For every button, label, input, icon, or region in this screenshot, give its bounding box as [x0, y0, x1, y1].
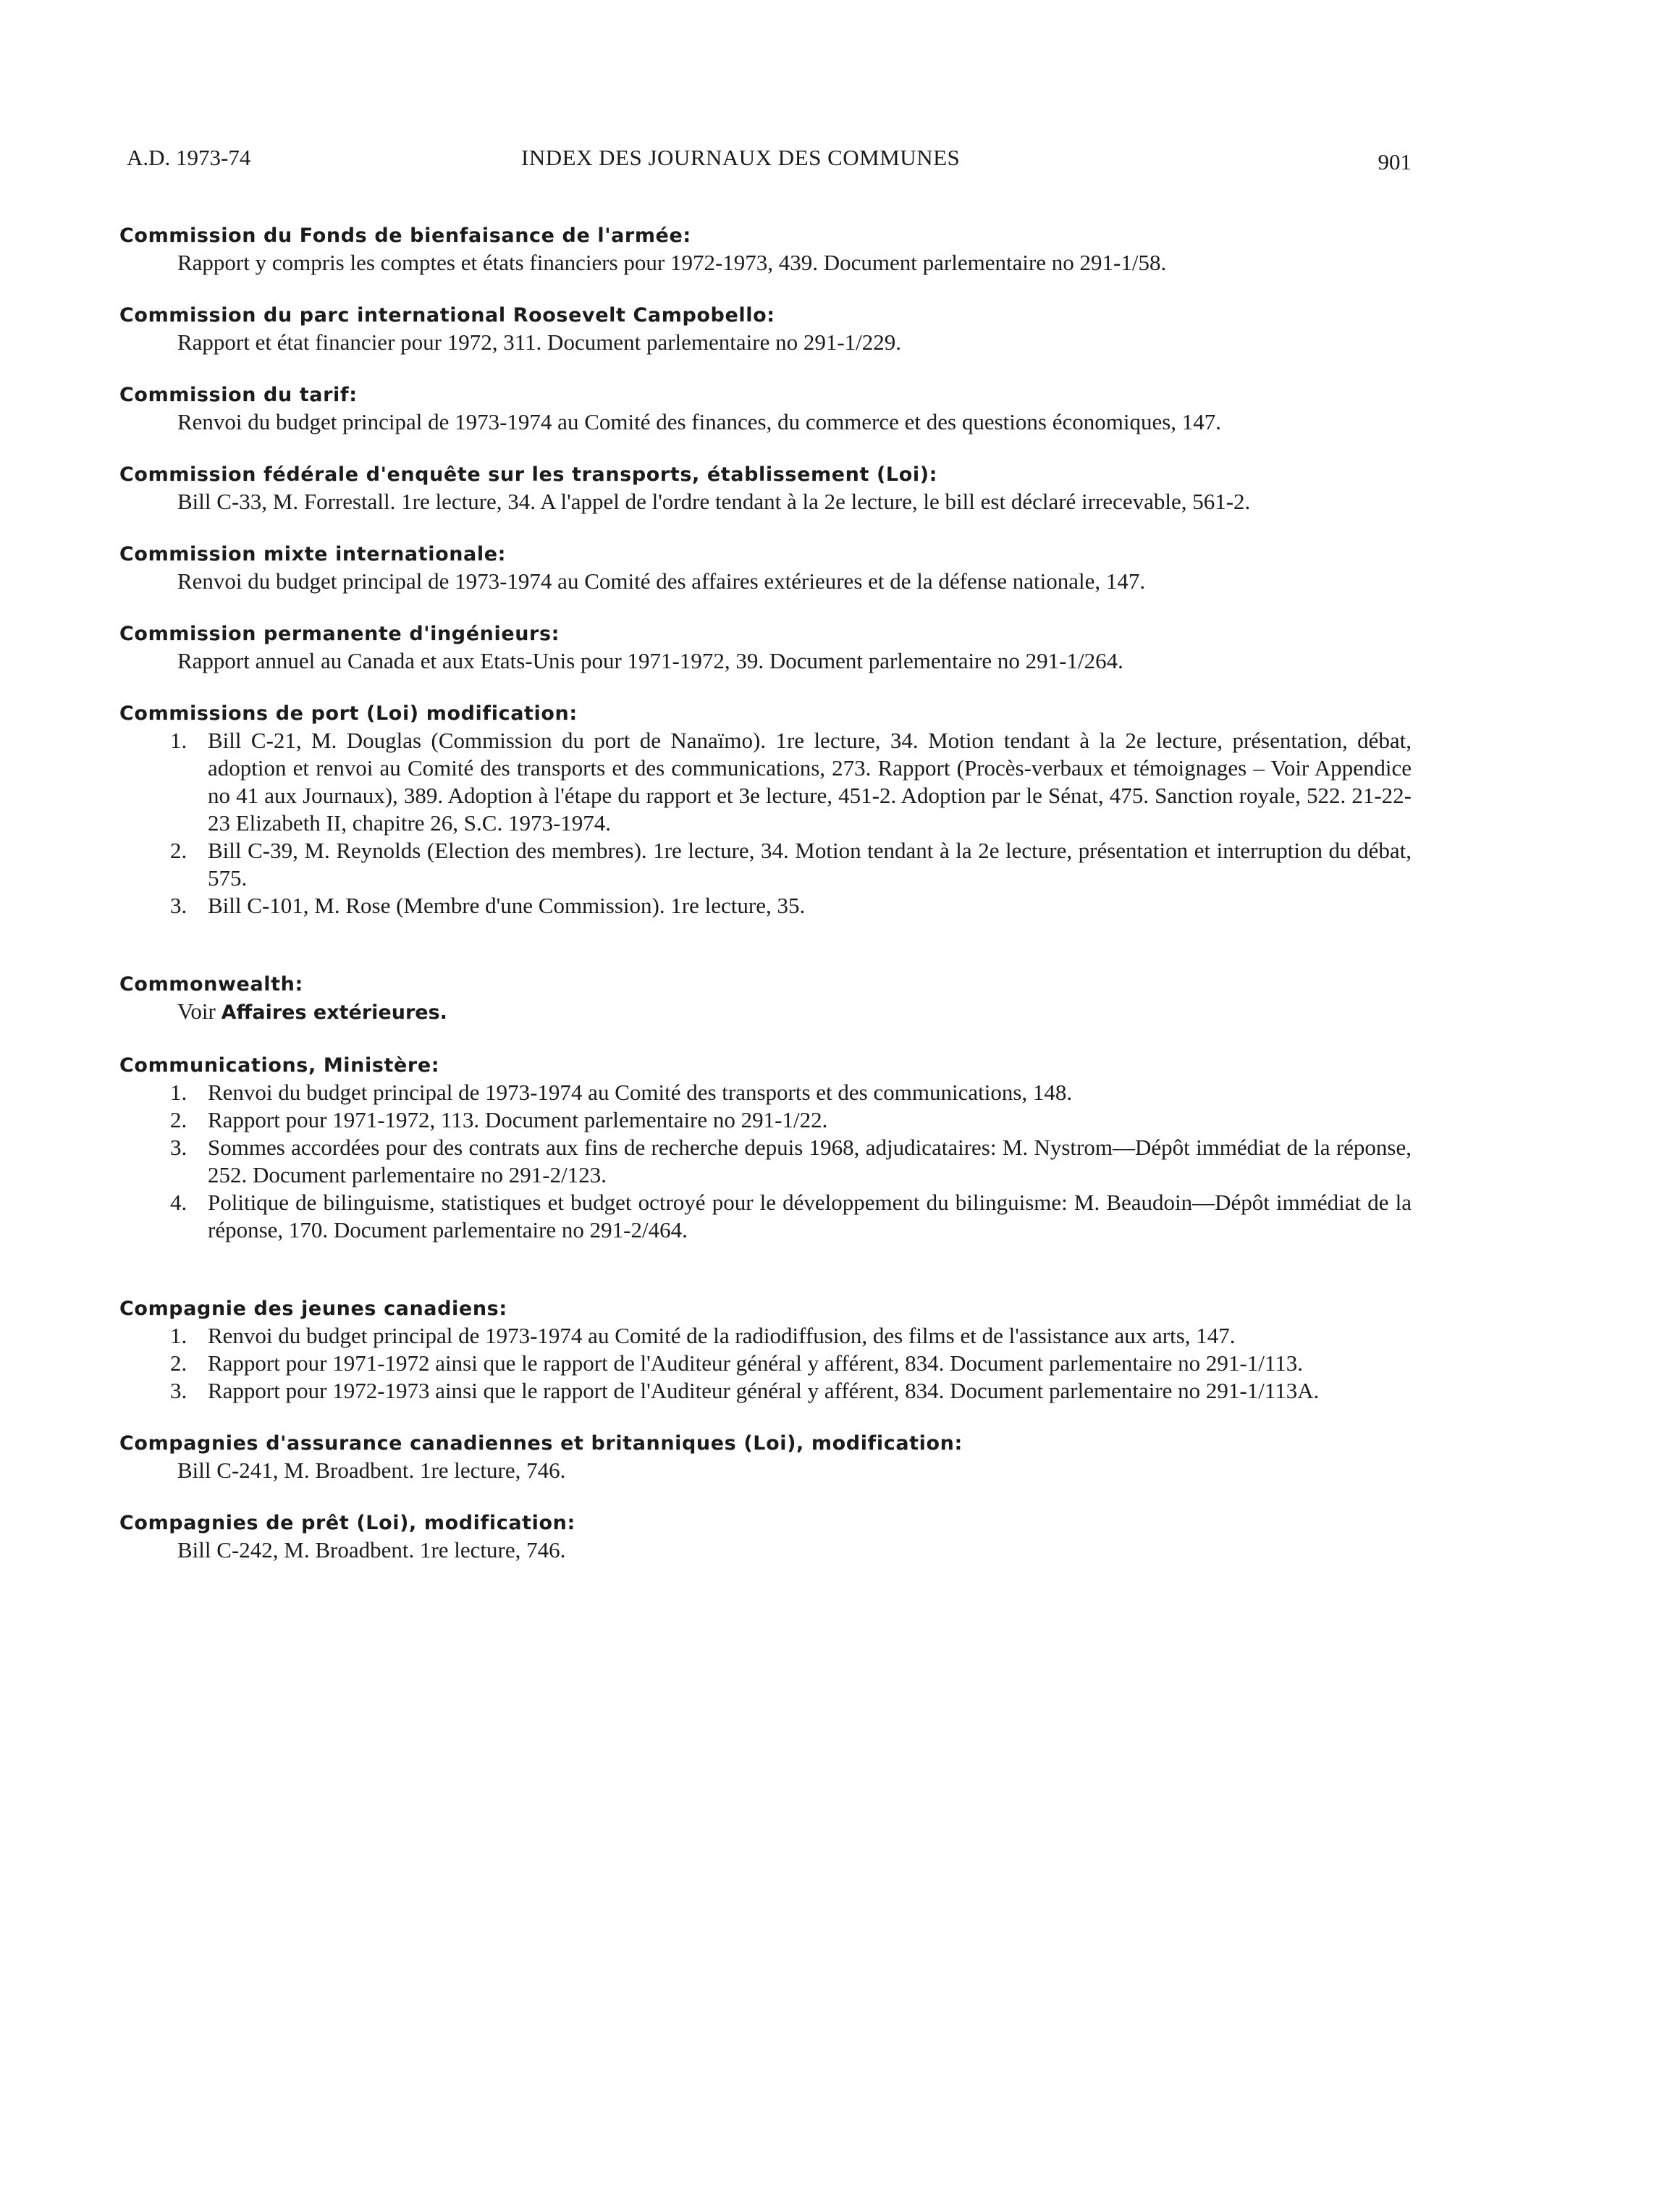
index-entry: [119, 1510, 1412, 1564]
item-number: 4.: [170, 1190, 187, 1215]
item-text: Rapport pour 1972-1973 ainsi que le rapport de l'Auditeur général y afférent, 834. Document parlementaire no 291-1/113A.: [208, 1378, 1320, 1403]
index-entry: [119, 972, 1412, 1027]
item-number: 1.: [170, 728, 187, 753]
header-title: INDEX DES JOURNAUX DES COMMUNES: [521, 145, 961, 170]
entry-heading: Commission permanente d'ingénieurs:: [119, 623, 560, 645]
item-text: Rapport pour 1971-1972, 113. Document parlementaire no 291-1/22.: [208, 1107, 828, 1132]
list-item: [119, 1189, 1412, 1244]
entry-heading: Commission du tarif:: [119, 384, 358, 406]
page-number: 901: [1378, 149, 1412, 174]
entry-heading: Commission du Fonds de bienfaisance de l'armée:: [119, 224, 691, 247]
entry-text: Renvoi du budget principal de 1973-1974 au Comité des affaires extérieures et de la défense nationale, 147.: [177, 568, 1146, 594]
item-text: Bill C-21, M. Douglas (Commission du port de Nanaïmo). 1re lecture, 34. Motion tendant à la 2e lecture, présentation, débat, adoption et renvoi au Comité des transports et des communications, 273. Rapport (Procès-verbaux et témoignages – Voir Appendice no 41 aux Journaux), 389. Adoption à l'étape du rapport et 3e lecture, 451-2. Adoption par le Sénat, 475. Sanction royale, 522. 21-22-23 Elizabeth II, chapitre 26, S.C. 1973-1974.: [208, 728, 1412, 836]
list-item: [119, 1106, 1412, 1134]
see-reference: Affaires extérieures.: [221, 1001, 447, 1024]
index-content: [119, 223, 1412, 1564]
item-text: Renvoi du budget principal de 1973-1974 au Comité des transports et des communications, 148.: [208, 1080, 1073, 1105]
item-number: 3.: [170, 1135, 187, 1160]
list-item: [119, 1377, 1412, 1405]
entry-text: Bill C-242, M. Broadbent. 1re lecture, 746.: [177, 1537, 566, 1563]
header-year: A.D. 1973-74: [127, 145, 251, 170]
list-item: [119, 892, 1412, 920]
index-entry: [119, 621, 1412, 675]
entry-heading: Compagnie des jeunes canadiens:: [119, 1298, 507, 1320]
index-entry: [119, 1296, 1412, 1405]
item-number: 3.: [170, 893, 187, 918]
entry-text: Bill C-33, M. Forrestall. 1re lecture, 34. A l'appel de l'ordre tendant à la 2e lecture, le bill est déclaré irrecevable, 561-2.: [177, 489, 1251, 514]
item-number: 1.: [170, 1323, 187, 1348]
entry-heading: Commission du parc international Roosevelt Campobello:: [119, 304, 775, 327]
entry-heading: Compagnies d'assurance canadiennes et britanniques (Loi), modification:: [119, 1432, 963, 1455]
item-text: Bill C-101, M. Rose (Membre d'une Commission). 1re lecture, 35.: [208, 893, 806, 918]
entry-heading: Commission mixte internationale:: [119, 543, 507, 565]
entry-heading: Commission fédérale d'enquête sur les transports, établissement (Loi):: [119, 463, 938, 486]
entry-heading: Commonwealth:: [119, 973, 303, 996]
entry-text: Rapport annuel au Canada et aux Etats-Unis pour 1971-1972, 39. Document parlementaire no 291-1/264.: [177, 648, 1123, 673]
see-prefix: Voir: [177, 998, 216, 1024]
entry-text: Rapport et état financier pour 1972, 311. Document parlementaire no 291-1/229.: [177, 329, 902, 355]
page-header: [127, 145, 1412, 181]
index-entry: [119, 462, 1412, 516]
index-entry: [119, 701, 1412, 920]
list-item: [119, 1079, 1412, 1106]
index-entry: [119, 542, 1412, 595]
item-number: 1.: [170, 1080, 187, 1105]
list-item: [119, 1322, 1412, 1350]
entry-text: Renvoi du budget principal de 1973-1974 au Comité des finances, du commerce et des questions économiques, 147.: [177, 409, 1222, 434]
entry-text: [119, 998, 1412, 1027]
item-text: Rapport pour 1971-1972 ainsi que le rapport de l'Auditeur général y afférent, 834. Document parlementaire no 291-1/113.: [208, 1350, 1303, 1376]
item-text: Renvoi du budget principal de 1973-1974 au Comité de la radiodiffusion, des films et de l'assistance aux arts, 147.: [208, 1323, 1236, 1348]
item-number: 2.: [170, 838, 187, 863]
list-item: [119, 1350, 1412, 1377]
list-item: [119, 1134, 1412, 1189]
item-text: Politique de bilinguisme, statistiques et budget octroyé pour le développement du bilinguisme: M. Beaudoin—Dépôt immédiat de la réponse, 170. Document parlementaire no 291-2/464.: [208, 1190, 1412, 1242]
entry-heading: Compagnies de prêt (Loi), modification:: [119, 1512, 575, 1534]
list-item: [119, 727, 1412, 837]
item-number: 2.: [170, 1107, 187, 1132]
entry-heading: Commissions de port (Loi) modification:: [119, 702, 578, 725]
index-entry: [119, 1053, 1412, 1244]
entry-heading: Communications, Ministère:: [119, 1054, 440, 1077]
item-number: 3.: [170, 1378, 187, 1403]
item-text: Sommes accordées pour des contrats aux fins de recherche depuis 1968, adjudicataires: M. Nystrom—Dépôt immédiat de la réponse, 252. Document parlementaire no 291-2/123.: [208, 1135, 1412, 1187]
index-entry: [119, 1431, 1412, 1484]
entry-text: Bill C-241, M. Broadbent. 1re lecture, 746.: [177, 1458, 566, 1483]
item-number: 2.: [170, 1350, 187, 1376]
list-item: [119, 837, 1412, 892]
index-entry: [119, 303, 1412, 356]
index-entry: [119, 382, 1412, 436]
index-entry: [119, 223, 1412, 277]
entry-text: Rapport y compris les comptes et états financiers pour 1972-1973, 439. Document parlementaire no 291-1/58.: [177, 250, 1167, 275]
item-text: Bill C-39, M. Reynolds (Election des membres). 1re lecture, 34. Motion tendant à la 2e lecture, présentation et interruption du débat, 575.: [208, 838, 1412, 891]
